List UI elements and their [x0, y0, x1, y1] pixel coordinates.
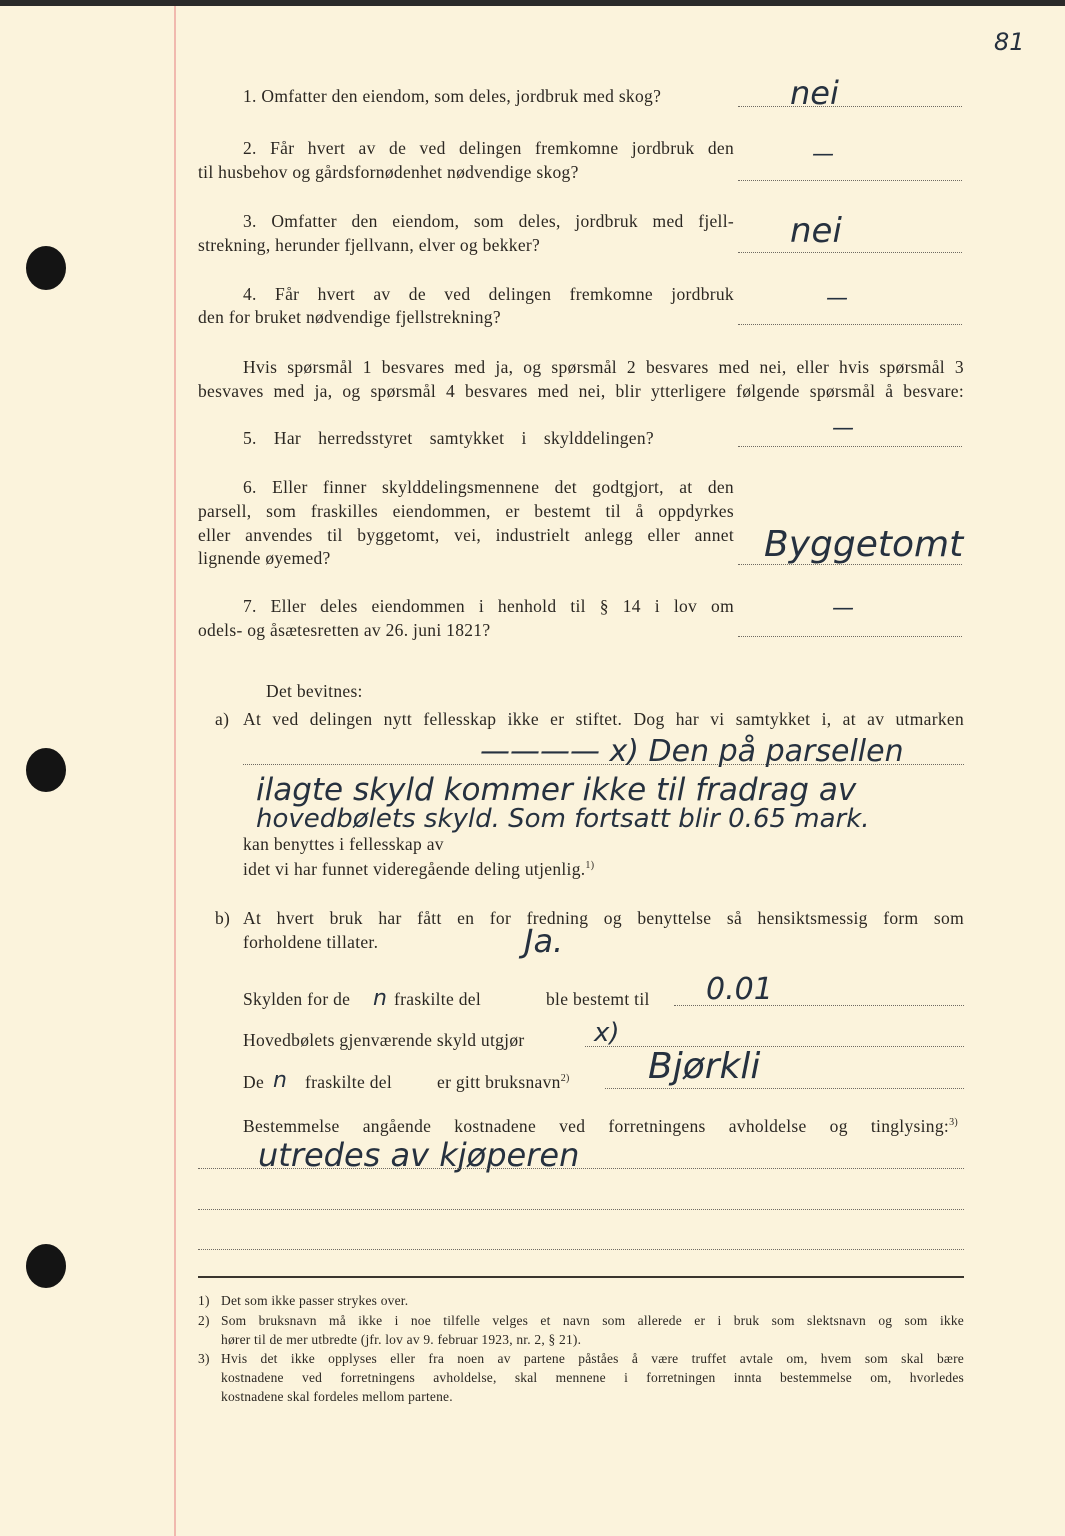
answer-4: —: [826, 286, 848, 311]
punch-hole: [26, 748, 66, 792]
question-4-line-1: 4. Får hvert av de ved delingen fremkomne jordbruk: [243, 284, 734, 304]
attest-a-handwritten-2: ilagte skyld kommer ikke til fradrag av: [256, 772, 857, 808]
answer-line: [738, 446, 962, 447]
skyld-value: 0.01: [706, 972, 773, 1007]
question-6-line-4: lignende øyemed?: [198, 548, 331, 568]
document-page: [0, 6, 1065, 1536]
attest-a-handwritten-1: ———— x) Den på parsellen: [480, 734, 904, 769]
answer-5: —: [832, 416, 854, 441]
question-4-line-2: den for bruket nødvendige fjellstrekning?: [198, 307, 501, 327]
kostnad-line-1: [198, 1168, 964, 1169]
footnote-1-mark: 1): [198, 1293, 210, 1308]
kostnad-line-2: [198, 1209, 964, 1210]
footnote-3-mark: 3): [198, 1351, 210, 1366]
punch-hole: [26, 1244, 66, 1288]
answer-line: [738, 106, 962, 107]
question-2-line-1: 2. Får hvert av de ved delingen fremkomne jordbruk den: [243, 138, 734, 158]
footnote-2-mark: 2): [198, 1313, 210, 1328]
attest-a-line-1: At ved delingen nytt fellesskap ikke er stiftet. Dog har vi samtykket i, at av utmarken: [243, 709, 964, 729]
question-6-line-1: 6. Eller finner skylddelingsmennene det godtgjort, at den: [243, 477, 734, 497]
attest-a-handwritten-3: hovedbølets skyld. Som fortsatt blir 0.65 mark.: [256, 804, 870, 834]
punch-hole: [26, 246, 66, 290]
footnote-2-line-2: hører til de mer utbredte (jfr. lov av 9. februar 1923, nr. 2, § 21).: [221, 1332, 582, 1347]
attest-heading: Det bevitnes:: [266, 681, 363, 701]
kostnad-label: Bestemmelse angående kostnadene ved forretningens avholdelse og tinglysing:$^{3)}$: [243, 1116, 958, 1136]
question-6-line-2: parsell, som fraskilles eiendommen, er bestemt til å oppdyrkes: [198, 501, 734, 521]
attest-a-line-4: idet vi har funnet videregående deling utjenlig.$^{1)}$: [243, 859, 595, 879]
answer-line: [738, 180, 962, 181]
bruksnavn-mid: fraskilte del: [305, 1072, 392, 1092]
question-1: [243, 86, 661, 107]
attest-b-line-1: At hvert bruk har fått en for fredning og benyttelse så hensiktsmessig form som: [243, 908, 964, 928]
question-3-line-2: strekning, herunder fjellvann, elver og bekker?: [198, 235, 541, 255]
question-7-line-1: 7. Eller deles eiendommen i henhold til § 14 i lov om: [243, 596, 734, 616]
question-text: Omfatter den eiendom, som deles, jordbruk med skog?: [261, 86, 662, 106]
footnote-3-line-2: kostnadene ved forretningens avholdelse, skal mennene i forretningen innta bestemmelse om, hvorledes: [221, 1370, 964, 1385]
answer-line: [738, 636, 962, 637]
bruksnavn-value: Bjørkli: [648, 1046, 761, 1087]
question-2-line-2: til husbehov og gårdsfornødenhet nødvendige skog?: [198, 162, 579, 182]
bruksnavn-label: er gitt bruksnavn$^{2)}$: [437, 1072, 570, 1092]
bruksnavn-handwritten-n: n: [273, 1068, 287, 1093]
answer-2: —: [812, 142, 834, 167]
kostnad-value: utredes av kjøperen: [258, 1136, 580, 1174]
footnote-1: Det som ikke passer strykes over.: [221, 1293, 409, 1308]
skyld-suffix: ble bestemt til: [546, 989, 650, 1009]
attest-b-answer: Ja.: [524, 922, 564, 960]
question-5: 5. Har herredsstyret samtykket i skylddelingen?: [243, 428, 654, 448]
attest-b-label: b): [215, 908, 231, 928]
question-3-line-1: 3. Omfatter den eiendom, som deles, jordbruk med fjell-: [243, 211, 734, 231]
footnote-2-line-1: Som bruksnavn må ikke i noe tilfelle velges et navn som allerede er i bruk som slektsnavn og som ikke: [221, 1313, 964, 1328]
footnote-rule: [198, 1276, 964, 1278]
footnote-3-line-3: kostnadene skal fordeles mellom partene.: [221, 1389, 453, 1404]
conditional-line-2: besvaves med ja, og spørsmål 4 besvares med nei, blir ytterligere følgende spørsmål å besvare:: [198, 381, 964, 401]
bruksnavn-prefix: De: [243, 1072, 265, 1092]
bruksnavn-line: [605, 1088, 964, 1089]
question-number: 1.: [243, 86, 257, 106]
question-6-line-3: eller anvendes til byggetomt, vei, industrielt anlegg eller annet: [198, 525, 734, 545]
attest-a-line-3: kan benyttes i fellesskap av: [243, 834, 444, 854]
attest-a-label: a): [215, 709, 230, 729]
footnote-3-line-1: Hvis det ikke opplyses eller fra noen av partene påståes å være truffet avtale om, hvem som skal bære: [221, 1351, 964, 1366]
skyld-mid: fraskilte del: [394, 989, 481, 1009]
conditional-line-1: Hvis spørsmål 1 besvares med ja, og spørsmål 2 besvares med nei, eller hvis spørsmål 3: [243, 357, 964, 377]
answer-7: —: [832, 596, 854, 621]
page-number: 81: [994, 28, 1025, 56]
answer-line: [738, 324, 962, 325]
attest-b-line-2: forholdene tillater.: [243, 932, 379, 952]
answer-line: [738, 252, 962, 253]
question-7-line-2: odels- og åsætesretten av 26. juni 1821?: [198, 620, 491, 640]
skyld-handwritten-n: n: [373, 986, 387, 1011]
hovedbol-line: [585, 1046, 964, 1047]
answer-3: nei: [790, 211, 842, 251]
answer-6: Byggetomt: [764, 524, 964, 565]
answer-1: nei: [790, 74, 839, 112]
skyld-label: Skylden for de: [243, 989, 351, 1009]
kostnad-line-3: [198, 1249, 964, 1250]
hovedbol-label: Hovedbølets gjenværende skyld utgjør: [243, 1030, 525, 1050]
margin-line: [174, 6, 176, 1536]
hovedbol-value: x): [594, 1018, 620, 1048]
